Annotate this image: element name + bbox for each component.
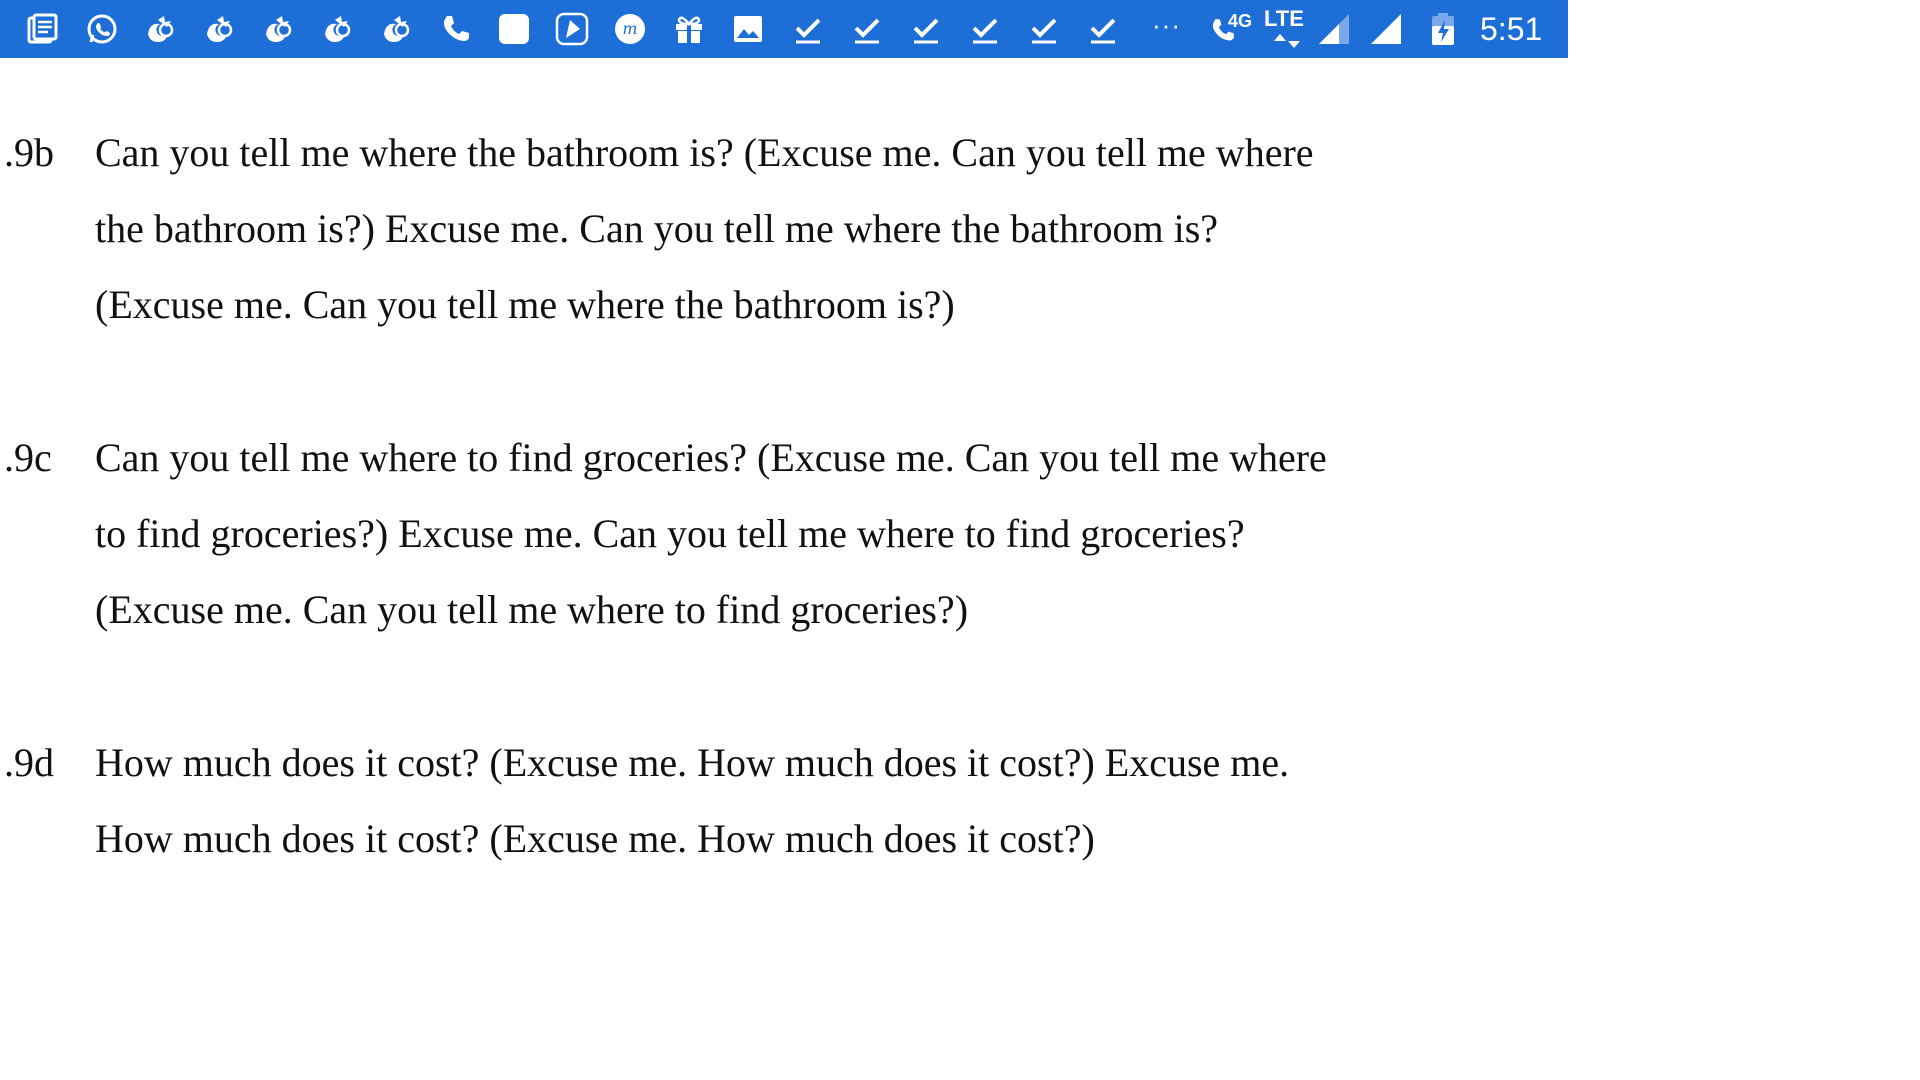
svg-text:m: m — [622, 19, 638, 38]
battery-charging-icon — [1428, 11, 1458, 47]
uc-browser-icon — [379, 11, 415, 47]
item-text — [95, 725, 1535, 877]
text-line: How much does it cost? (Excuse me. How much does it cost?) — [95, 816, 1095, 861]
text-line: to find groceries?) Excuse me. Can you tell me where to find groceries? — [95, 511, 1245, 556]
download-done-icon — [849, 11, 885, 47]
text-line: the bathroom is?) Excuse me. Can you tell me where the bathroom is? — [95, 206, 1219, 251]
signal-strength-icon — [1368, 11, 1404, 47]
whatsapp-icon — [84, 11, 120, 47]
status-bar — [0, 0, 1568, 58]
m-app-icon — [612, 11, 648, 47]
signal-strength-icon — [1316, 11, 1352, 47]
text-line: (Excuse me. Can you tell me where to find groceries?) — [95, 587, 969, 632]
download-done-icon — [790, 11, 826, 47]
data-transfer-icon — [1270, 32, 1304, 50]
text-line: Can you tell me where the bathroom is? (Excuse me. Can you tell me where — [95, 130, 1314, 175]
network-4g-label: 4G — [1228, 11, 1253, 31]
item-text — [95, 420, 1535, 648]
uc-browser-icon — [320, 11, 356, 47]
phone-icon — [438, 11, 474, 47]
item-number: .9c — [4, 435, 52, 480]
download-done-icon — [1026, 11, 1062, 47]
download-done-icon — [967, 11, 1003, 47]
download-done-icon — [908, 11, 944, 47]
uc-browser-icon — [202, 11, 238, 47]
uc-browser-icon — [261, 11, 297, 47]
document-content — [0, 58, 1568, 880]
clock-time: 5:51 — [1480, 11, 1543, 47]
overflow-dots: ··· — [1152, 10, 1181, 40]
item-number: .9b — [4, 130, 54, 175]
item-number: .9d — [4, 740, 54, 785]
network-lte-label: LTE — [1264, 6, 1304, 31]
image-icon — [730, 11, 766, 47]
uc-browser-icon — [143, 11, 179, 47]
download-done-icon — [1085, 11, 1121, 47]
text-line: Can you tell me where to find groceries? (Excuse me. Can you tell me where — [95, 435, 1327, 480]
notes-icon — [24, 11, 60, 47]
play-store-icon — [554, 11, 590, 47]
text-line: (Excuse me. Can you tell me where the bathroom is?) — [95, 282, 955, 327]
square-app-icon — [496, 11, 532, 47]
text-line: How much does it cost? (Excuse me. How much does it cost?) Excuse me. — [95, 740, 1290, 785]
gift-icon — [671, 11, 707, 47]
item-text — [95, 115, 1535, 343]
